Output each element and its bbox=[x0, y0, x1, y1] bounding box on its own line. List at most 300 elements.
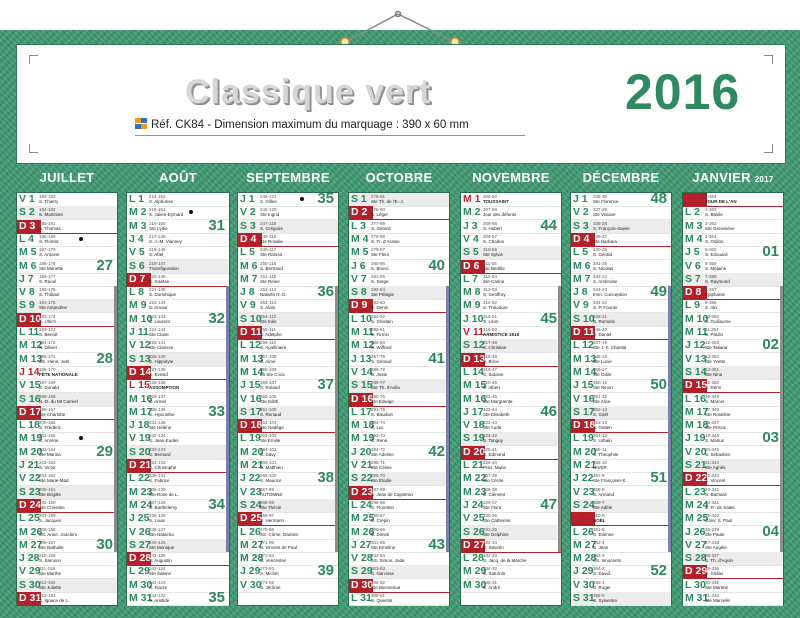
saint-name: S. Wilfried bbox=[371, 345, 392, 351]
day-label: L 16 bbox=[685, 392, 706, 405]
day-label: S 10 bbox=[573, 312, 595, 325]
school-holiday-bar bbox=[226, 286, 229, 552]
day-label: L 25 bbox=[19, 512, 40, 525]
saint-name: S. Victor bbox=[39, 465, 56, 470]
day-of-year: 320-46 bbox=[483, 380, 498, 386]
saint-name: Ste Clarisse bbox=[149, 345, 174, 351]
day-label: M 24 bbox=[685, 498, 709, 511]
saint-name: S. Gérald bbox=[593, 252, 613, 258]
day-row bbox=[571, 233, 671, 247]
day-of-year: 301-65 bbox=[371, 539, 386, 545]
saint-name: S. Amour bbox=[149, 305, 168, 311]
day-row bbox=[461, 353, 561, 367]
week-number: 32 bbox=[208, 309, 225, 327]
saint-name: Ste Hélène bbox=[149, 425, 172, 431]
saint-name: S. Barnard bbox=[705, 491, 727, 497]
saint-name: Ste Marguerite bbox=[483, 398, 513, 404]
saint-name: S. Romaric bbox=[593, 318, 616, 324]
saint-name: TOUSSAINT bbox=[483, 199, 509, 204]
saint-name: S. Gilles bbox=[260, 199, 277, 204]
day-row bbox=[349, 313, 449, 327]
saint-name: Ste Marie-Mad. bbox=[39, 478, 70, 484]
day-row bbox=[571, 406, 671, 420]
day-row bbox=[17, 220, 117, 234]
saint-name: S. Dominique bbox=[149, 292, 177, 298]
saint-name: Prés. Marie bbox=[483, 465, 507, 470]
day-row bbox=[461, 526, 561, 540]
day-label: M 21 bbox=[573, 459, 597, 471]
day-label: M 19 bbox=[351, 432, 375, 445]
saint-name: SS. Anne, Joachim bbox=[39, 531, 78, 537]
day-row bbox=[17, 499, 117, 513]
week-number: 30 bbox=[96, 535, 113, 553]
day-row bbox=[127, 565, 229, 579]
day-label: L 18 bbox=[19, 419, 40, 432]
saint-name: Ste Viviane bbox=[593, 212, 616, 218]
day-row bbox=[683, 446, 783, 460]
saint-name: S. Michel bbox=[260, 571, 279, 577]
day-label: D 11 bbox=[240, 326, 262, 338]
day-of-year: 226-140 bbox=[149, 353, 166, 359]
saint-name: S. Fiacre bbox=[149, 584, 168, 590]
day-row bbox=[349, 579, 449, 593]
saint-name: S. Nicolas bbox=[593, 265, 614, 271]
month-column bbox=[460, 168, 562, 606]
week-number: 27 bbox=[96, 256, 113, 274]
day-label: L 9 bbox=[685, 299, 700, 312]
day-of-year: 365-1 bbox=[593, 579, 605, 585]
saint-name: S. Florentin bbox=[371, 504, 395, 510]
day-of-year: 291-75 bbox=[371, 406, 386, 412]
day-label: M 13 bbox=[573, 352, 597, 365]
saint-name: S. Gaétan bbox=[149, 278, 170, 284]
day-label: M 14 bbox=[240, 365, 264, 378]
day-row bbox=[17, 313, 117, 327]
day-label: L 11 bbox=[19, 326, 40, 338]
day-label: V 8 bbox=[19, 286, 35, 299]
saint-name: SS. Simon, Jude bbox=[371, 558, 405, 564]
day-label: L 17 bbox=[351, 405, 372, 418]
day-of-year: 247-119 bbox=[260, 220, 277, 226]
day-of-year: 194-172 bbox=[39, 340, 56, 346]
crop-mark bbox=[764, 55, 773, 64]
day-label: V 15 bbox=[19, 379, 41, 392]
saint-name: Ste Yvette bbox=[705, 358, 726, 364]
day-label: J 10 bbox=[463, 312, 484, 325]
day-row bbox=[461, 419, 561, 433]
day-of-year: 4-361 bbox=[705, 233, 717, 239]
day-of-year: 274-92 bbox=[260, 579, 275, 585]
saint-name: Ste Carine bbox=[483, 278, 505, 284]
week-number: 34 bbox=[208, 495, 225, 513]
day-row bbox=[127, 552, 229, 566]
saint-name: S. Edouard bbox=[705, 252, 728, 258]
day-label: S 27 bbox=[129, 538, 151, 551]
day-of-year: 366-0 bbox=[593, 593, 605, 598]
day-row bbox=[238, 539, 338, 553]
day-of-year: 353-13 bbox=[593, 420, 608, 426]
day-of-year: 255-111 bbox=[260, 327, 276, 332]
month-days bbox=[16, 192, 118, 606]
day-row bbox=[17, 206, 117, 220]
day-of-year: 195-171 bbox=[39, 353, 56, 359]
day-of-year: 13-352 bbox=[705, 353, 720, 359]
day-row bbox=[17, 486, 117, 500]
day-label: M 11 bbox=[351, 326, 374, 338]
day-of-year: 279-87 bbox=[371, 247, 386, 253]
day-label: D 16 bbox=[351, 392, 374, 405]
day-row bbox=[683, 193, 783, 207]
day-of-year: 229-137 bbox=[149, 393, 166, 399]
saint-name: S. Bruno bbox=[371, 265, 389, 271]
day-of-year: 316-50 bbox=[483, 327, 498, 332]
day-label: D 17 bbox=[19, 405, 42, 418]
saint-name: Ste Emeline bbox=[371, 544, 396, 550]
school-holiday-bar bbox=[558, 286, 561, 552]
month-column bbox=[570, 168, 672, 606]
day-row bbox=[461, 472, 561, 486]
day-label: V 5 bbox=[129, 246, 145, 259]
day-row bbox=[571, 539, 671, 553]
day-of-year: 208-158 bbox=[39, 526, 56, 532]
day-label: M 20 bbox=[19, 445, 43, 458]
day-label: S 9 bbox=[19, 299, 35, 312]
day-row bbox=[683, 486, 783, 500]
saint-name: S. Christian bbox=[483, 345, 507, 351]
week-number: 38 bbox=[317, 469, 334, 487]
day-row bbox=[461, 339, 561, 353]
saint-name: S. Thomas bbox=[39, 225, 61, 231]
day-label: S 3 bbox=[573, 219, 589, 232]
day-of-year: 292-74 bbox=[371, 420, 386, 426]
day-of-year: 183-183 bbox=[39, 194, 56, 199]
saint-name: S. Narcisse bbox=[371, 571, 395, 577]
day-of-year: 231-135 bbox=[149, 420, 166, 426]
saint-name: S. Vincent de Paul bbox=[260, 544, 297, 550]
saint-name: S. Geoffroy bbox=[483, 292, 506, 298]
day-row bbox=[17, 592, 117, 606]
day-label: S 2 bbox=[19, 206, 35, 219]
day-of-year: 324-42 bbox=[483, 433, 498, 439]
day-row bbox=[461, 552, 561, 566]
saint-name: S. René bbox=[371, 438, 388, 444]
day-of-year: 307-59 bbox=[483, 207, 498, 213]
day-row bbox=[127, 286, 229, 300]
day-row bbox=[127, 539, 229, 553]
day-of-year: 230-136 bbox=[149, 406, 166, 412]
day-label: J 5 bbox=[685, 246, 700, 259]
day-label: M 23 bbox=[129, 485, 153, 498]
day-row bbox=[683, 286, 783, 300]
day-of-year: 203-163 bbox=[39, 460, 56, 465]
saint-name: S. Luc bbox=[371, 425, 384, 431]
day-of-year: 273-93 bbox=[260, 566, 275, 572]
week-number: 41 bbox=[428, 349, 445, 367]
day-label: S 19 bbox=[463, 432, 485, 445]
moon-phase-icon bbox=[300, 197, 304, 201]
day-label: M 20 bbox=[573, 445, 597, 458]
day-of-year: 188-178 bbox=[39, 260, 56, 266]
day-of-year: 313-53 bbox=[483, 287, 498, 293]
day-of-year: 355-11 bbox=[593, 446, 607, 452]
day-of-year: 277-89 bbox=[371, 220, 386, 226]
saint-name: S. Antoine bbox=[39, 252, 60, 258]
saint-name: Ste Adeline bbox=[371, 451, 394, 457]
day-label: D 13 bbox=[463, 352, 486, 365]
day-of-year: 217-149 bbox=[149, 233, 166, 239]
saint-name: Ste Geneviève bbox=[705, 225, 735, 231]
day-label: M 28 bbox=[573, 552, 597, 565]
day-row bbox=[461, 579, 561, 593]
saint-name: S. Matthieu bbox=[260, 465, 283, 470]
day-row bbox=[349, 512, 449, 526]
day-row bbox=[127, 366, 229, 380]
saint-name: S. Théodore bbox=[483, 305, 508, 311]
saint-name: Ste Françoise-X. bbox=[593, 478, 627, 484]
day-of-year: 337-29 bbox=[593, 207, 608, 213]
day-label: D 14 bbox=[129, 365, 152, 378]
saint-name: Ste Prisca bbox=[705, 425, 726, 431]
day-of-year: 214-152 bbox=[149, 194, 166, 199]
day-row bbox=[683, 406, 783, 420]
saint-name: Ste Marthe bbox=[39, 571, 62, 577]
day-label: V 11 bbox=[463, 326, 485, 338]
day-label: M 2 bbox=[463, 206, 481, 219]
day-label: S 17 bbox=[240, 405, 262, 418]
day-label: M 29 bbox=[463, 565, 487, 578]
day-of-year: 239-127 bbox=[149, 526, 166, 532]
day-of-year: 185-181 bbox=[39, 220, 56, 226]
day-label: D 30 bbox=[351, 578, 374, 591]
day-of-year: 224-142 bbox=[149, 327, 166, 332]
day-label: M 3 bbox=[685, 219, 703, 232]
day-label: M 25 bbox=[685, 512, 709, 525]
saint-name: S. Marius bbox=[705, 438, 725, 444]
day-of-year: 341-25 bbox=[593, 260, 608, 266]
week-number: 28 bbox=[96, 349, 113, 367]
day-of-year: 340-26 bbox=[593, 247, 608, 253]
month-days bbox=[126, 192, 230, 606]
day-of-year: 350-16 bbox=[593, 380, 608, 386]
saint-name: Ste Th. de l'E.-J. bbox=[371, 199, 405, 204]
day-row bbox=[571, 512, 671, 526]
saint-name: S. Maurice bbox=[260, 478, 282, 484]
day-label: M 21 bbox=[240, 459, 264, 471]
day-label: V 30 bbox=[240, 578, 262, 591]
day-label: V 25 bbox=[463, 512, 485, 525]
day-row bbox=[683, 459, 783, 473]
saint-name: S. Adelphe bbox=[260, 332, 282, 337]
day-label: V 21 bbox=[351, 459, 373, 471]
day-label: M 27 bbox=[573, 538, 597, 551]
saint-name: S. Renaud bbox=[260, 411, 282, 417]
day-label: M 18 bbox=[685, 419, 709, 432]
day-of-year: 278-88 bbox=[371, 233, 386, 239]
day-of-year: 191-175 bbox=[39, 300, 56, 306]
saint-name: S. Odilon bbox=[705, 238, 724, 244]
saint-name: Ste Edith bbox=[260, 398, 279, 404]
day-label: M 31 bbox=[685, 592, 709, 604]
day-label: M 9 bbox=[463, 299, 481, 312]
saint-name: S. Davy bbox=[260, 451, 276, 457]
saint-name: Ste Flora bbox=[483, 504, 502, 510]
day-label: D 27 bbox=[463, 538, 486, 551]
day-of-year: 311-55 bbox=[483, 260, 497, 266]
day-of-year: 199-167 bbox=[39, 406, 56, 412]
day-label: D 31 bbox=[19, 592, 42, 604]
day-of-year: 215-151 bbox=[149, 207, 166, 213]
day-label: S 29 bbox=[351, 565, 373, 578]
day-label: J 20 bbox=[351, 445, 372, 458]
day-of-year: 9-356 bbox=[705, 300, 717, 306]
saint-name: S. Charles bbox=[483, 238, 505, 244]
saint-name: S. Juste bbox=[371, 371, 388, 377]
saint-name: S. Marcel bbox=[705, 398, 725, 404]
day-of-year: 345-21 bbox=[593, 313, 608, 319]
day-label: M 30 bbox=[463, 578, 487, 591]
day-label: M 27 bbox=[19, 538, 43, 551]
day-label: S 21 bbox=[685, 459, 707, 471]
day-of-year: 289-77 bbox=[371, 380, 386, 386]
day-of-year: 22-343 bbox=[705, 473, 720, 479]
day-label: M 22 bbox=[463, 472, 487, 485]
saint-name: S. Daniel bbox=[593, 332, 612, 337]
day-of-year: 243-123 bbox=[149, 579, 166, 585]
day-of-year: 197-169 bbox=[39, 380, 56, 386]
saint-name: S. Roland bbox=[260, 385, 280, 391]
saint-name: Ste Aude bbox=[483, 425, 502, 431]
day-row bbox=[17, 565, 117, 579]
day-label: L 31 bbox=[351, 592, 372, 604]
saint-name: Ste Emilie bbox=[260, 438, 281, 444]
day-of-year: 17-348 bbox=[705, 406, 720, 412]
day-label: M 12 bbox=[19, 339, 43, 352]
day-of-year: 275-91 bbox=[371, 194, 386, 199]
day-row bbox=[349, 592, 449, 606]
day-label: M 16 bbox=[463, 392, 487, 405]
day-row bbox=[683, 552, 783, 566]
day-row bbox=[683, 313, 783, 327]
day-row bbox=[238, 512, 338, 526]
saint-name: La Ste Croix bbox=[260, 371, 285, 377]
month-column bbox=[237, 168, 339, 606]
week-number: 02 bbox=[762, 336, 779, 354]
day-of-year: 220-146 bbox=[149, 273, 166, 279]
day-of-year: 290-76 bbox=[371, 393, 386, 399]
day-label: J 24 bbox=[463, 498, 484, 511]
day-label: M 8 bbox=[463, 286, 481, 299]
day-of-year: 258-108 bbox=[260, 366, 277, 372]
moon-phase-icon bbox=[79, 237, 83, 241]
day-of-year: 26-339 bbox=[705, 526, 720, 532]
saint-name: ASSOMPTION bbox=[149, 385, 180, 391]
saint-name: SS. Henri, Joël bbox=[39, 358, 70, 364]
day-of-year: 310-56 bbox=[483, 247, 498, 253]
saint-name: NOËL bbox=[593, 518, 606, 524]
saint-name: S. Fr. d'Assise bbox=[371, 238, 400, 244]
saint-name: Ste Mariette bbox=[39, 265, 64, 271]
day-of-year: 233-133 bbox=[149, 446, 166, 452]
day-label: J 1 bbox=[573, 193, 588, 205]
day-row bbox=[683, 579, 783, 593]
day-row bbox=[349, 552, 449, 566]
saint-name: S. Saturnin bbox=[483, 571, 506, 577]
day-of-year: 299-67 bbox=[371, 513, 386, 519]
saint-name: S. David bbox=[593, 571, 611, 577]
day-of-year: 284-82 bbox=[371, 313, 386, 319]
day-row bbox=[683, 592, 783, 606]
day-label: S 15 bbox=[351, 379, 373, 392]
crop-mark bbox=[764, 144, 773, 153]
day-label: V 12 bbox=[129, 339, 151, 352]
day-of-year: 219-147 bbox=[149, 260, 166, 266]
day-row bbox=[571, 446, 671, 460]
saint-name: Ste Amandine bbox=[39, 305, 68, 311]
day-label: L 3 bbox=[351, 219, 366, 232]
day-row bbox=[238, 313, 338, 327]
day-label: S 20 bbox=[129, 445, 151, 458]
saint-name: Ste Raïssa bbox=[260, 252, 283, 258]
day-of-year: 357-9 bbox=[593, 473, 605, 479]
day-label: D 4 bbox=[238, 233, 262, 246]
day-label: D 10 bbox=[19, 312, 42, 325]
saint-name: S. Crépin bbox=[371, 518, 390, 524]
day-row bbox=[127, 326, 229, 340]
saint-name: Ste Edwige bbox=[371, 398, 394, 404]
day-label: M 9 bbox=[129, 299, 147, 312]
day-row bbox=[461, 193, 561, 207]
day-label: V 6 bbox=[685, 259, 701, 272]
day-of-year: 252-114 bbox=[260, 287, 277, 293]
saint-name: Ste Pélagie bbox=[371, 292, 395, 298]
month-column bbox=[682, 168, 784, 606]
day-label: J 4 bbox=[129, 232, 144, 245]
day-label: S 26 bbox=[463, 525, 485, 538]
day-row bbox=[349, 499, 449, 513]
saint-name: S. Ghislain bbox=[371, 318, 393, 324]
day-label: V 19 bbox=[129, 432, 151, 445]
day-of-year: 246-120 bbox=[260, 207, 277, 213]
day-of-year: 250-116 bbox=[260, 260, 277, 266]
day-label: M 13 bbox=[19, 352, 43, 365]
saint-name: S. Venceslas bbox=[260, 558, 287, 564]
day-label: L 28 bbox=[463, 552, 484, 565]
day-row bbox=[349, 273, 449, 287]
day-label: M 30 bbox=[129, 578, 153, 591]
day-label: L 14 bbox=[463, 365, 484, 378]
saint-name: Ste Alice bbox=[593, 398, 611, 404]
day-of-year: 228-138 bbox=[149, 380, 166, 386]
day-label: V 30 bbox=[573, 578, 595, 591]
day-row bbox=[461, 260, 561, 274]
day-of-year: 347-19 bbox=[593, 340, 608, 346]
day-label: L 5 bbox=[573, 246, 588, 259]
day-label: J 1 bbox=[240, 193, 255, 205]
day-label: S 28 bbox=[685, 552, 707, 565]
day-row bbox=[571, 339, 671, 353]
day-row bbox=[461, 565, 561, 579]
day-of-year: 363-3 bbox=[593, 553, 605, 559]
week-number: 52 bbox=[650, 562, 667, 580]
day-label: S 1 bbox=[351, 193, 367, 205]
day-row bbox=[17, 579, 117, 593]
day-of-year: 358-8 bbox=[593, 486, 605, 492]
day-row bbox=[349, 393, 449, 407]
day-row bbox=[349, 299, 449, 313]
day-label: D 21 bbox=[129, 459, 152, 471]
saint-name: S. Olivier bbox=[39, 345, 58, 351]
day-of-year: 218-148 bbox=[149, 247, 166, 253]
